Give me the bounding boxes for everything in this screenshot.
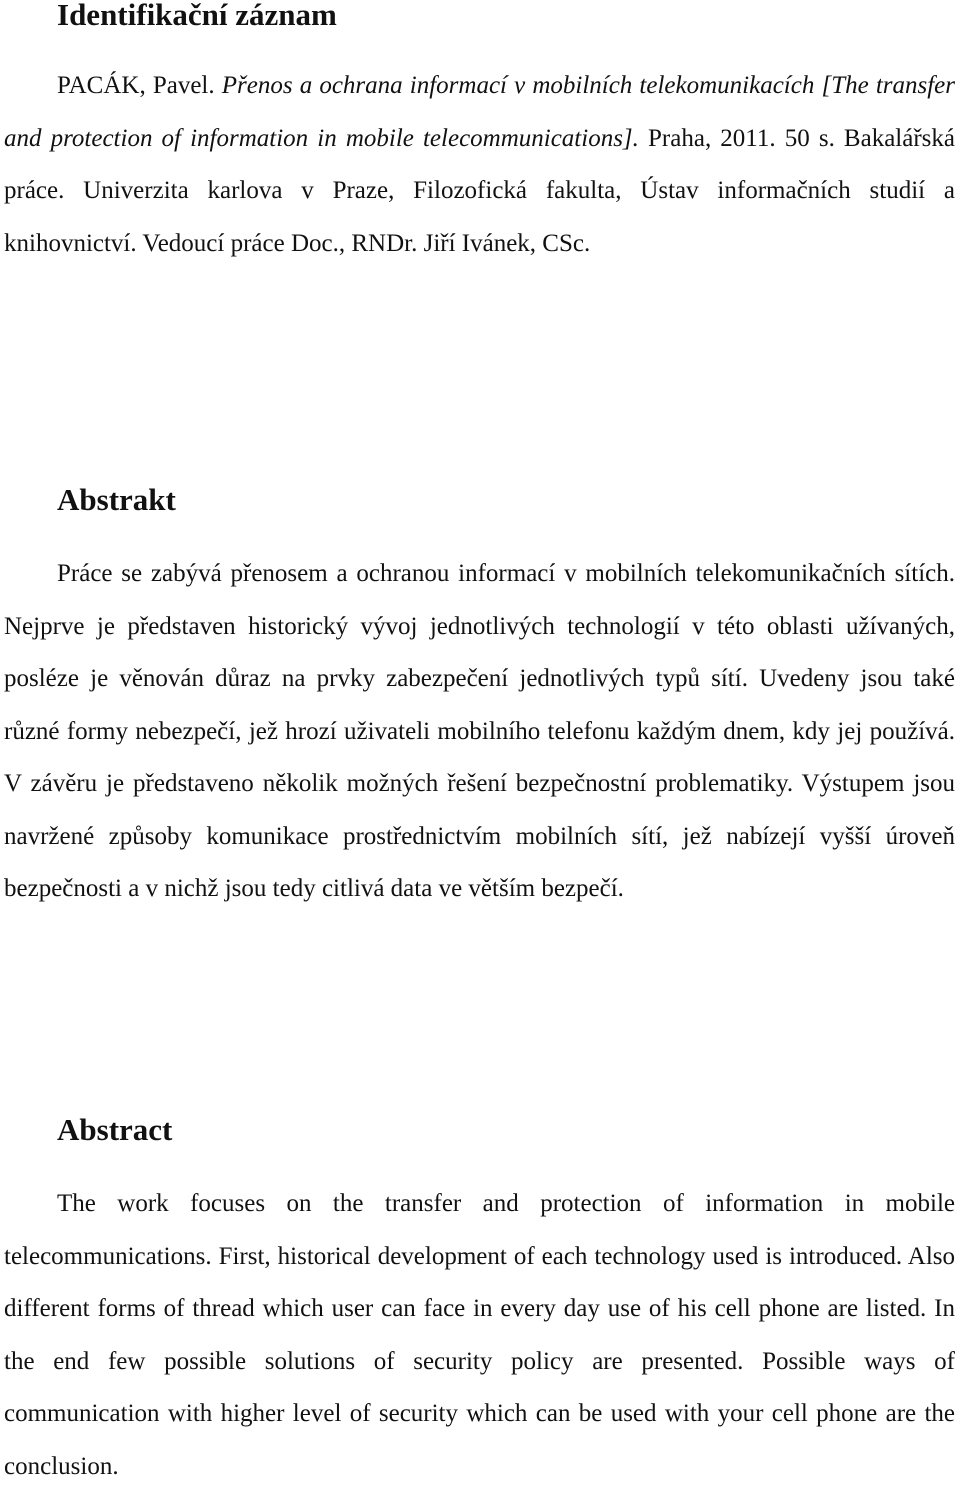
identification-record-heading: Identifikační záznam xyxy=(57,0,337,32)
abstract-heading: Abstract xyxy=(57,1112,173,1147)
citation-title: Přenos a ochrana informací v mobilních telekomunikacích [The transfer and protection of information in mobile telecommunications]. xyxy=(4,72,955,152)
abstrakt-paragraph xyxy=(4,548,955,916)
abstrakt-text: Práce se zabývá přenosem a ochranou informací v mobilních telekomunikačních sítích. Nejprve je představen historický vývoj jednotlivých technologií v této oblasti užívaných, posléze je věnován důraz na prvky zabezpečení jednotlivých typů sítí. Uvedeny jsou také různé formy nebezpečí, jež hrozí uživateli mobilního telefonu každým dnem, kdy jej používá. V závěru je představeno několik možných řešení bezpečnostní problematiky. Výstupem jsou navržené způsoby komunikace prostřednictvím mobilních sítí, jež nabízejí vyšší úroveň bezpečnosti a v nichž jsou tedy citlivá data ve větším bezpečí. xyxy=(4,560,955,902)
abstrakt-heading: Abstrakt xyxy=(57,482,176,517)
citation-details: Praha, 2011. 50 s. Bakalářská práce. Univerzita karlova v Praze, Filozofická fakulta, Ústav informačních studií a knihovnictví. Vedoucí práce Doc., RNDr. Jiří Ivánek, CSc. xyxy=(4,124,955,257)
abstract-paragraph xyxy=(4,1178,955,1493)
citation-author: PACÁK, Pavel. xyxy=(57,72,215,99)
bibliographic-citation xyxy=(4,60,955,270)
abstract-text: The work focuses on the transfer and protection of information in mobile telecommunications. First, historical development of each technology used is introduced. Also different forms of thread which user can face in every day use of his cell phone are listed. In the end few possible solutions of security policy are presented. Possible ways of communication with higher level of security which can be used with your cell phone are the conclusion. xyxy=(4,1190,955,1480)
